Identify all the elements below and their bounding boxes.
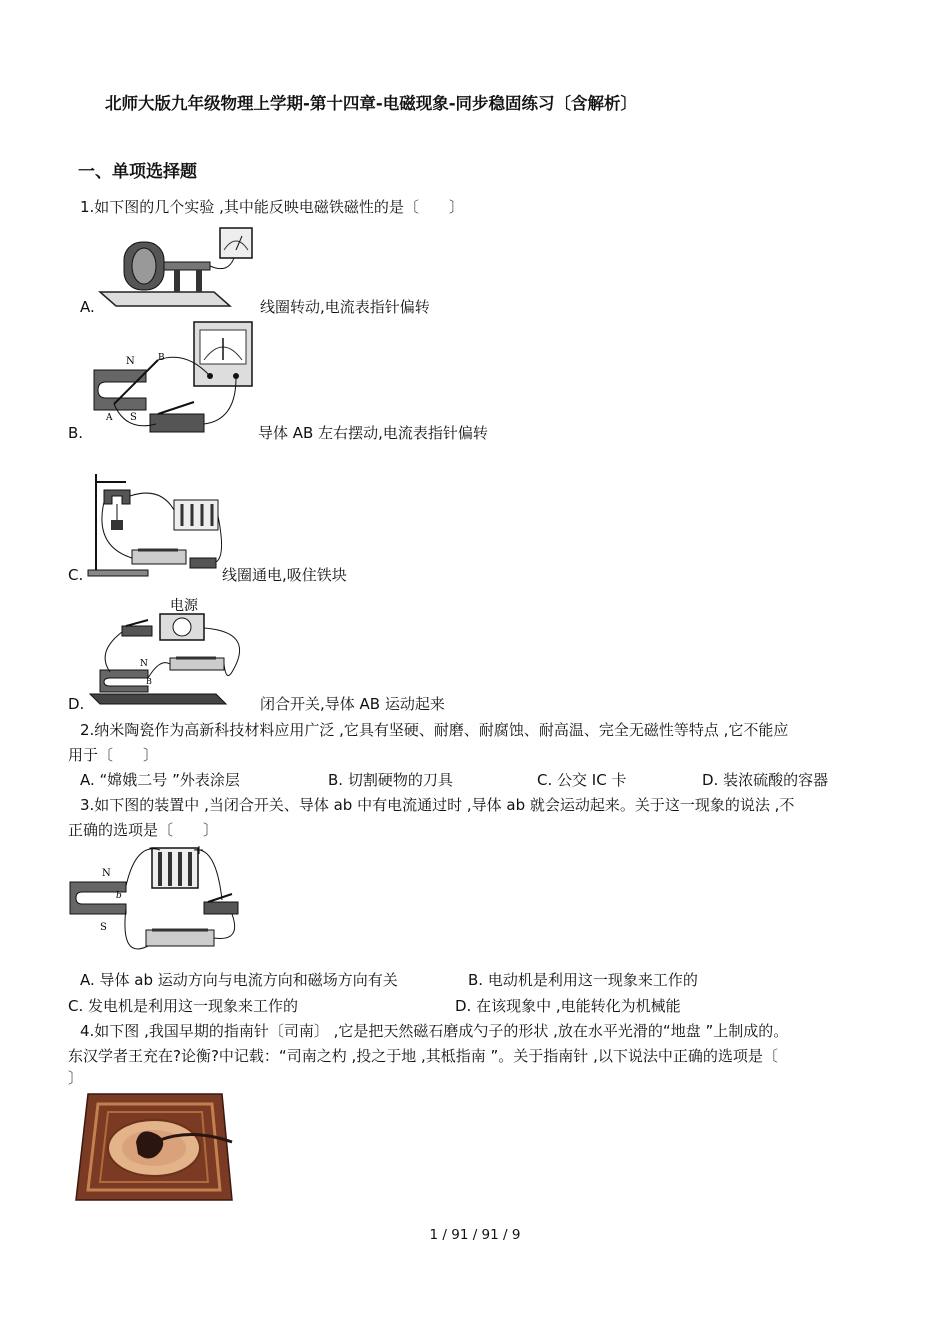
q3-figure bbox=[66, 842, 242, 962]
q3-option-b: B. 电动机是利用这一现象来工作的 bbox=[468, 971, 698, 989]
q4-figure-sinan bbox=[72, 1090, 234, 1204]
q1-figure-b bbox=[86, 320, 258, 438]
document-title: 北师大版九年级物理上学期-第十四章-电磁现象-同步稳固练习〔含解析〕 bbox=[105, 94, 638, 113]
page-number: 1 / 91 / 91 / 9 bbox=[429, 1227, 521, 1243]
q3-figure-label-b: b bbox=[116, 891, 122, 901]
q3-stem-line2: 正确的选项是〔 〕 bbox=[68, 821, 219, 839]
figure-b-label-s: S bbox=[130, 412, 137, 423]
q3-figure-label-plus: + bbox=[194, 843, 205, 857]
q3-figure-label-n: N bbox=[102, 868, 111, 879]
figure-d-label-b: B bbox=[146, 677, 152, 686]
q3-stem-line1: 3.如下图的装置中 ,当闭合开关、导体 ab 中有电流通过时 ,导体 ab 就会运动起来。关于这一现象的说法 ,不 bbox=[80, 796, 795, 814]
q3-option-d: D. 在该现象中 ,电能转化为机械能 bbox=[455, 997, 681, 1015]
figure-b-label-b: B bbox=[158, 353, 165, 363]
q4-stem-line1: 4.如下图 ,我国早期的指南针〔司南〕 ,它是把天然磁石磨成勺子的形状 ,放在水平光滑的“地盘 ”上制成的。 bbox=[80, 1022, 789, 1040]
q1-option-c-text: 线圈通电,吸住铁块 bbox=[222, 566, 347, 584]
q2-stem-line1: 2.纳米陶瓷作为高新科技材料应用广泛 ,它具有坚硬、耐磨、耐腐蚀、耐高温、完全无磁性等特点 ,它不能应 bbox=[80, 721, 789, 739]
q1-figure-d bbox=[86, 592, 256, 708]
figure-b-label-n: N bbox=[126, 356, 135, 367]
q3-figure-label-minus: − bbox=[148, 842, 159, 855]
q1-option-b-letter: B. bbox=[68, 424, 84, 442]
q1-stem: 1.如下图的几个实验 ,其中能反映电磁铁磁性的是〔 〕 bbox=[80, 198, 464, 216]
q1-option-b-text: 导体 AB 左右摆动,电流表指针偏转 bbox=[258, 424, 488, 442]
q1-option-a-text: 线圈转动,电流表指针偏转 bbox=[260, 298, 430, 316]
q2-option-b: B. 切割硬物的刀具 bbox=[328, 771, 453, 789]
section-heading: 一、单项选择题 bbox=[78, 162, 197, 182]
q4-stem-line3: 〕 bbox=[68, 1069, 84, 1087]
q1-figure-c bbox=[86, 466, 224, 580]
q2-option-d: D. 装浓硫酸的容器 bbox=[702, 771, 829, 789]
q1-figure-a bbox=[94, 222, 256, 312]
q2-stem-line2: 用于〔 〕 bbox=[68, 746, 159, 764]
q4-stem-line2: 东汉学者王充在?论衡?中记载：“司南之杓 ,投之于地 ,其柢指南 ”。关于指南针 ,以下说法中正确的选项是〔 bbox=[68, 1047, 778, 1065]
q1-option-d-text: 闭合开关,导体 AB 运动起来 bbox=[260, 695, 445, 713]
q2-option-a: A. “嫦娥二号 ”外表涂层 bbox=[80, 771, 240, 789]
q1-option-a-letter: A. bbox=[80, 298, 95, 316]
q1-option-d-letter: D. bbox=[68, 695, 85, 713]
q3-figure-label-s: S bbox=[100, 922, 107, 933]
figure-d-label-power: 电源 bbox=[170, 598, 198, 614]
figure-d-label-n: N bbox=[140, 659, 148, 669]
q3-option-c: C. 发电机是利用这一现象来工作的 bbox=[68, 997, 299, 1015]
q1-option-c-letter: C. bbox=[68, 566, 84, 584]
q3-option-a: A. 导体 ab 运动方向与电流方向和磁场方向有关 bbox=[80, 971, 398, 989]
figure-b-label-a: A bbox=[106, 413, 113, 423]
q2-option-c: C. 公交 IC 卡 bbox=[537, 771, 627, 789]
